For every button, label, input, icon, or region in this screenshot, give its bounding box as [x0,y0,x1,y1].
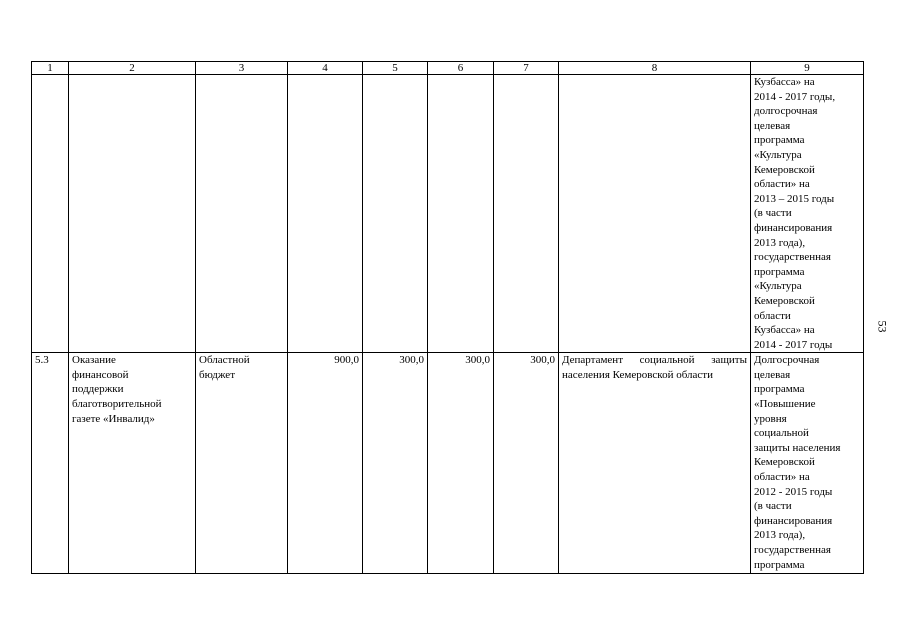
column-number-2: 2 [69,62,196,75]
year2-amount-cell: 300,0 [428,353,494,574]
table-cell [32,75,69,353]
table-cell [559,75,751,353]
column-number-7: 7 [494,62,559,75]
table-cell [69,75,196,353]
funding-source-cell: Областной бюджет [196,353,288,574]
column-number-3: 3 [196,62,288,75]
executor-cell: Департамент социальной защиты населения Кемеровской области [559,353,751,574]
page-number: 53 [875,320,890,333]
table-cell [196,75,288,353]
column-number-1: 1 [32,62,69,75]
table-cell [494,75,559,353]
table-row-5-3 [32,353,864,574]
column-number-5: 5 [363,62,428,75]
budget-table [31,61,864,574]
table-cell [428,75,494,353]
year3-amount-cell: 300,0 [494,353,559,574]
program-cell-continued: Кузбасса» на 2014 - 2017 годы, долгосрочная целевая программа «Культура Кемеровской области» на 2013 – 2015 годы (в части финансирования 2013 года), государственная программа «Культура Кемеровской области Кузбасса» на 2014 - 2017 годы [751,75,864,353]
column-number-8: 8 [559,62,751,75]
table-cell [288,75,363,353]
activity-name-cell: Оказание финансовой поддержки благотворительной газете «Инвалид» [69,353,196,574]
table-cell [363,75,428,353]
column-number-4: 4 [288,62,363,75]
column-number-header-row [32,62,864,75]
column-number-9: 9 [751,62,864,75]
table-row-continued [32,75,864,353]
total-amount-cell: 900,0 [288,353,363,574]
column-number-6: 6 [428,62,494,75]
program-cell: Долгосрочная целевая программа «Повышение уровня социальной защиты населения Кемеровской области» на 2012 - 2015 годы (в части финансирования 2013 года), государственная программа [751,353,864,574]
row-number-cell: 5.3 [32,353,69,574]
year1-amount-cell: 300,0 [363,353,428,574]
